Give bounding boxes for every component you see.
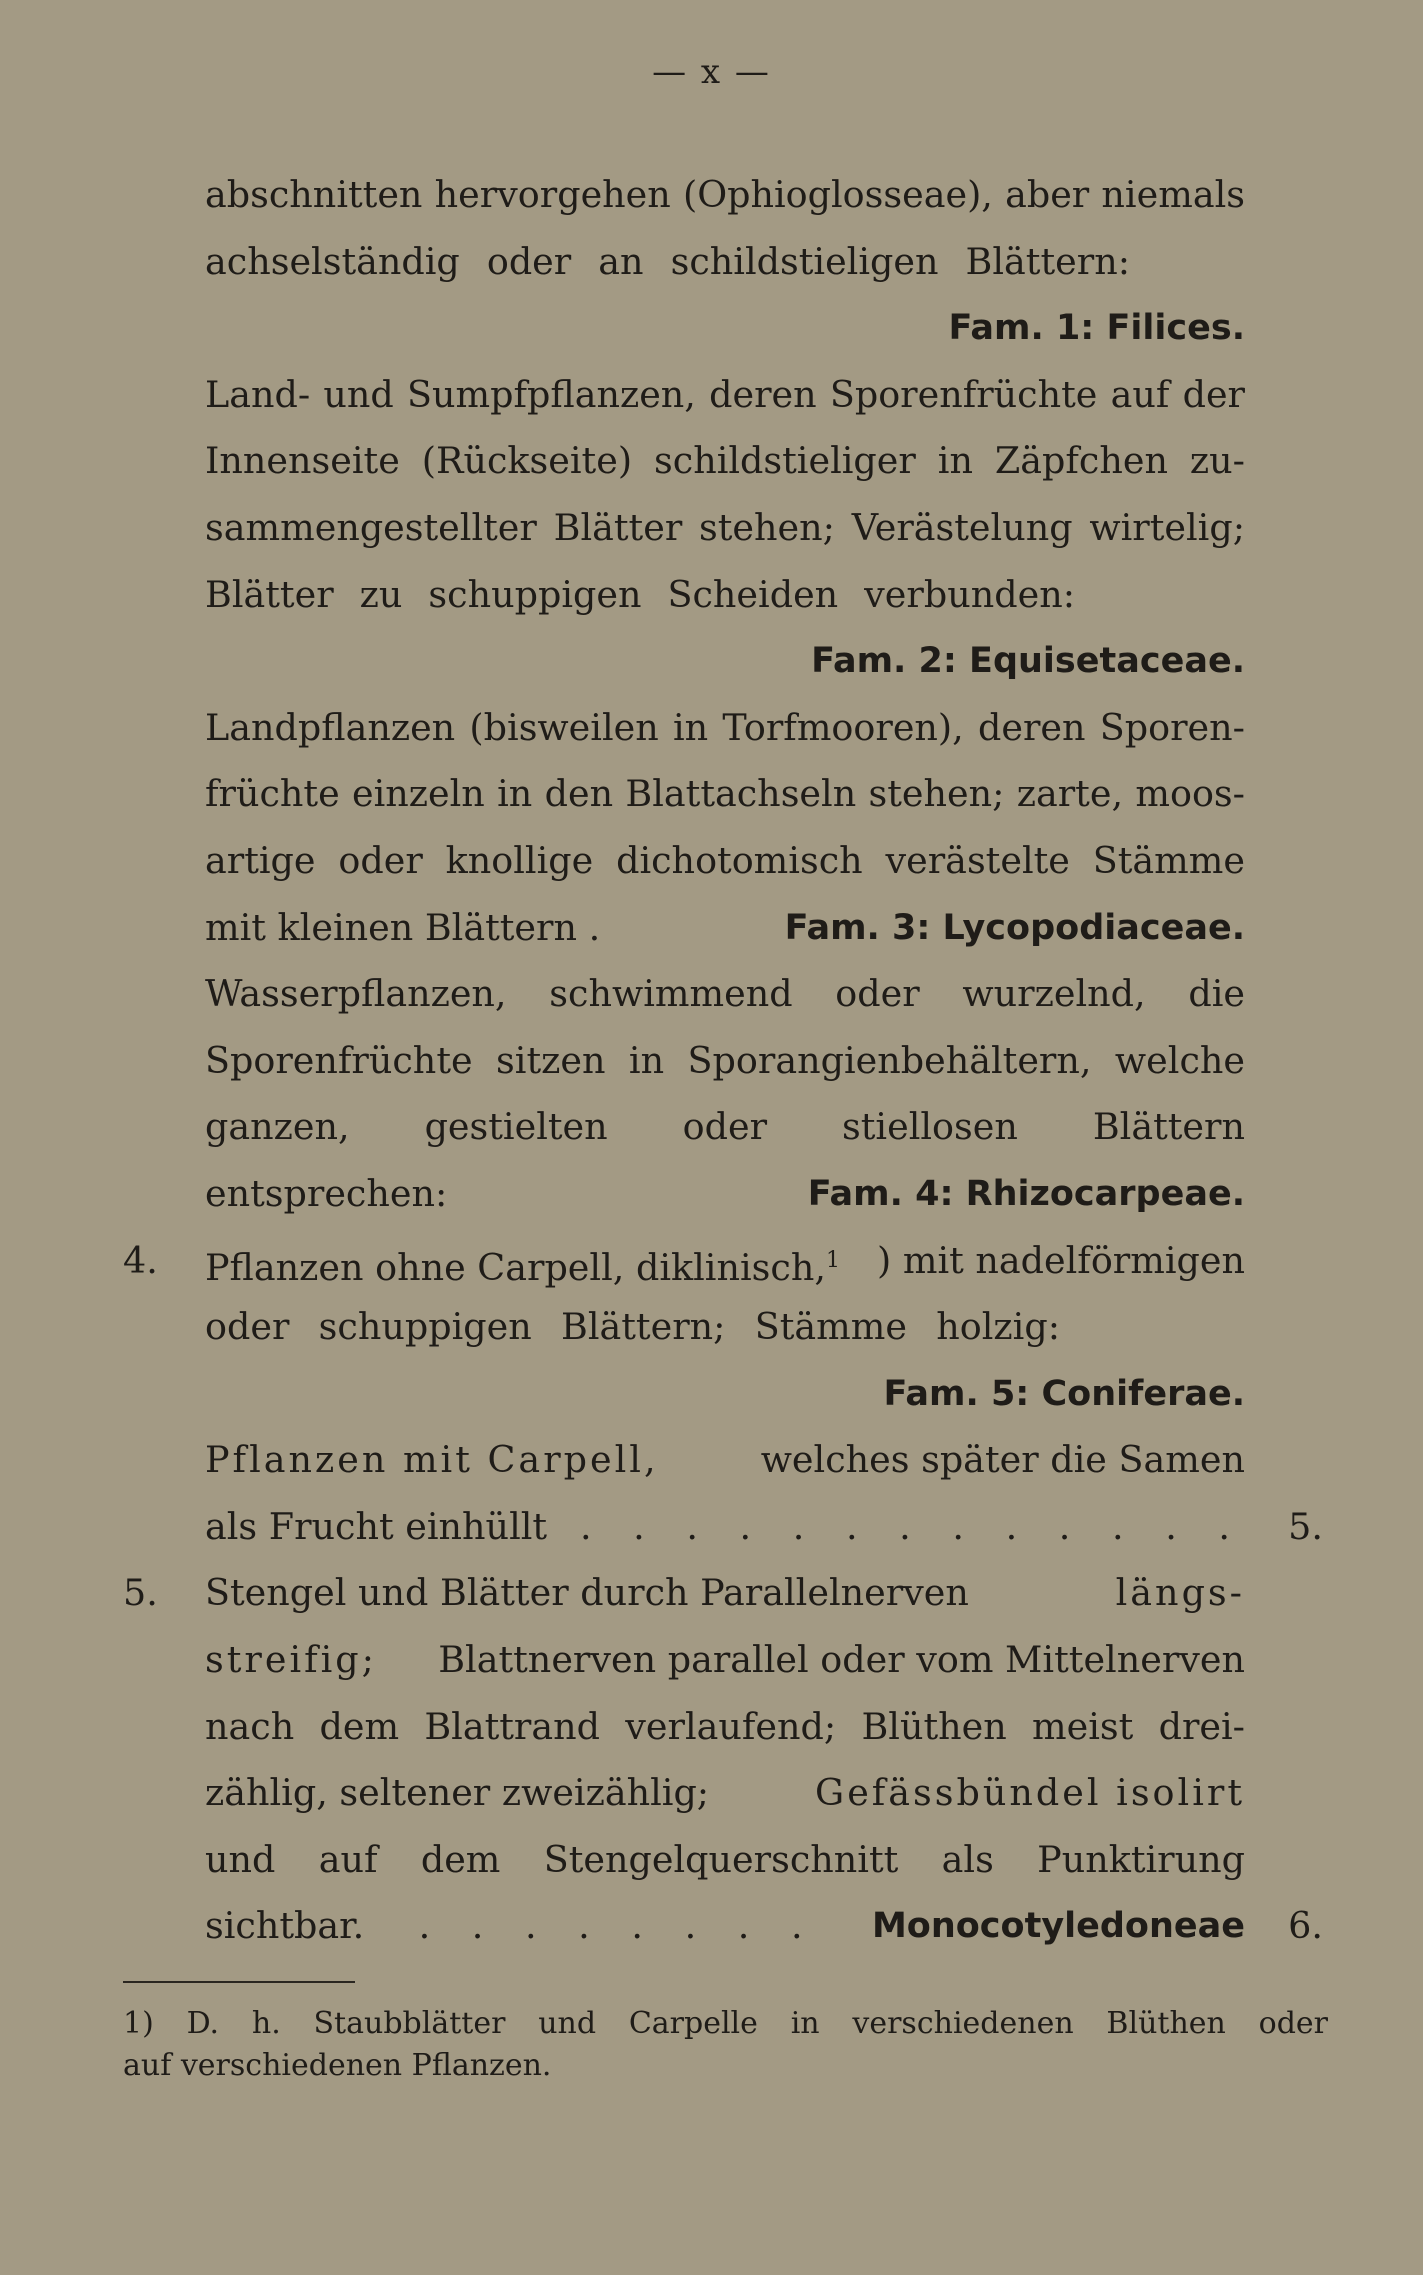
text-segment: mit kleinen Blättern . — [205, 905, 601, 949]
family-label-rhizocarpeae: Fam. 4: Rhizocarpeae. — [807, 1173, 1245, 1214]
text-line: Innenseite (Rückseite) schildstieliger in Zäpfchen zu- — [205, 439, 1245, 483]
family-label-filices: Fam. 1: Filices. — [948, 308, 1245, 349]
dot-leader: . . . . . . . . — [418, 1904, 818, 1948]
reference-number: 5. — [1288, 1504, 1323, 1548]
dot-leader: . . . . . . . . . . . . . — [579, 1504, 1245, 1548]
text-segment: ) mit nadelförmigen — [877, 1238, 1245, 1282]
text-segment: streifig; — [205, 1638, 377, 1682]
text-line-with-reference — [205, 1494, 1323, 1561]
footnote-line: auf verschiedenen Pflanzen. — [123, 2048, 552, 2083]
text-segment: Pflanzen mit Carpell, — [205, 1438, 659, 1482]
text-line: nach dem Blattrand verlaufend; Blüthen meist drei- — [205, 1704, 1245, 1748]
text-segment: welches später die Samen — [760, 1438, 1245, 1482]
text-line: Land- und Sumpfpflanzen, deren Sporenfrüchte auf der — [205, 372, 1245, 416]
text-segment: längs- — [1115, 1571, 1245, 1615]
key-entry-5 — [123, 1560, 1245, 1627]
footnote-rule — [123, 1981, 355, 1983]
text-segment: als Frucht einhüllt — [205, 1504, 548, 1548]
key-entry-4 — [123, 1228, 1245, 1295]
key-text-block — [123, 162, 1323, 1960]
text-line — [205, 1427, 1245, 1494]
family-label-coniferae: Fam. 5: Coniferae. — [883, 1373, 1245, 1414]
text-line-with-family — [205, 895, 1245, 962]
text-line: Wasserpflanzen, schwimmend oder wurzelnd, die — [205, 972, 1245, 1016]
page-number: — x — — [652, 52, 771, 92]
text-line: früchte einzeln in den Blattachseln stehen; zarte, moos- — [205, 772, 1245, 816]
text-line — [205, 1760, 1245, 1827]
text-segment: Blattnerven parallel oder vom Mittelnerven — [438, 1638, 1245, 1682]
key-number: 4. — [123, 1238, 158, 1282]
text-line: Sporenfrüchte sitzen in Sporangienbehältern, welche — [205, 1038, 1245, 1082]
class-label-monocotyledoneae: Monocotyledoneae — [871, 1906, 1245, 1947]
text-line — [205, 1627, 1245, 1694]
text-segment: zählig, seltener zweizählig; — [205, 1771, 710, 1815]
footnote-line: 1) D. h. Staubblätter und Carpelle in verschiedenen Blüthen oder — [123, 2006, 1328, 2041]
footnote-marker: 1 — [825, 1247, 840, 1273]
text-line: ganzen, gestielten oder stiellosen Blättern entsprechen: — [205, 1105, 1245, 1215]
family-label-equisetaceae: Fam. 2: Equisetaceae. — [811, 641, 1245, 682]
text-line: sammengestellter Blätter stehen; Verästelung wirtelig; — [205, 505, 1245, 549]
text-segment: sichtbar. — [205, 1904, 365, 1948]
text-line: oder schuppigen Blättern; Stämme holzig: — [205, 1305, 1060, 1349]
text-line: artige oder knollige dichotomisch verästelte Stämme — [205, 838, 1245, 882]
text-segment: Pflanzen ohne Carpell, diklinisch,$^1$ — [205, 1245, 840, 1289]
text-line: und auf dem Stengelquerschnitt als Punktirung — [205, 1837, 1245, 1881]
text-line-with-class — [205, 1893, 1323, 1960]
footnote — [123, 2003, 1328, 2087]
reference-number: 6. — [1288, 1904, 1323, 1948]
text-line: abschnitten hervorgehen (Ophioglosseae), aber niemals — [205, 173, 1245, 216]
text-line: achselständig oder an schildstieligen Blättern: — [205, 239, 1130, 283]
text-segment: Gefässbündel isolirt — [815, 1771, 1245, 1815]
text-line: Landpflanzen (bisweilen in Torfmooren), deren Sporen- — [205, 705, 1245, 749]
family-label-lycopodiaceae: Fam. 3: Lycopodiaceae. — [784, 907, 1245, 948]
text-segment: Stengel und Blätter durch Parallelnerven — [205, 1571, 969, 1615]
key-number: 5. — [123, 1571, 158, 1615]
text-line: Blätter zu schuppigen Scheiden verbunden: — [205, 572, 1075, 616]
